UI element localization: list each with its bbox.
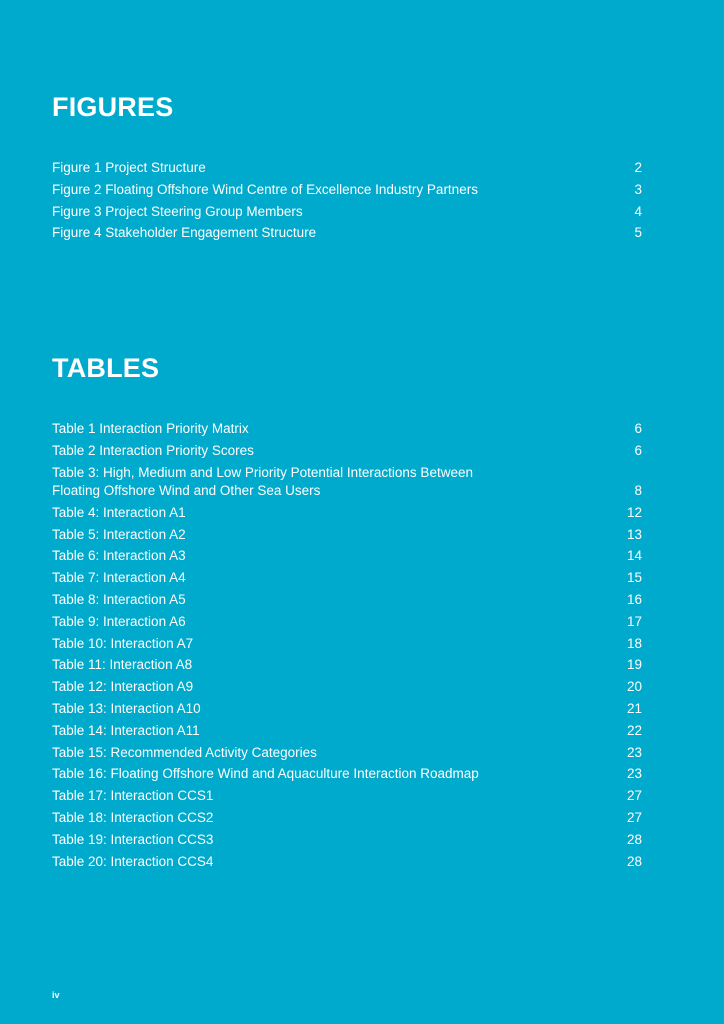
table-entry-title: Table 2 Interaction Priority Scores: [52, 442, 254, 458]
tables-list: [52, 420, 642, 874]
table-entry-page: 28: [626, 831, 642, 847]
table-entry[interactable]: [52, 787, 642, 806]
figures-heading: FIGURES: [52, 92, 174, 122]
table-entry[interactable]: [52, 504, 642, 523]
table-entry[interactable]: [52, 809, 642, 828]
figure-entry[interactable]: [52, 181, 642, 200]
figures-list: [52, 159, 642, 246]
page-number: iv: [52, 990, 60, 1000]
table-entry-page: 19: [626, 657, 642, 673]
table-entry-title: Table 10: Interaction A7: [52, 635, 194, 651]
table-entry-title: Table 14: Interaction A11: [52, 722, 200, 738]
table-entry-page: 27: [626, 788, 642, 804]
figure-entry[interactable]: [52, 224, 642, 243]
table-entry-page: 6: [634, 421, 642, 436]
table-entry-page: 18: [626, 635, 642, 651]
table-entry[interactable]: [52, 678, 642, 697]
table-entry-title: Table 12: Interaction A9: [52, 679, 194, 695]
table-entry-page: 20: [626, 679, 642, 695]
table-entry-page: 28: [626, 853, 642, 869]
table-entry[interactable]: [52, 591, 642, 610]
table-entry-page: 23: [626, 744, 642, 760]
table-entry-title: Table 9: Interaction A6: [52, 613, 186, 629]
figure-entry-title: Figure 3 Project Steering Group Members: [52, 203, 303, 219]
table-entry[interactable]: [52, 656, 642, 675]
table-entry-page: 21: [626, 701, 642, 717]
table-entry[interactable]: [52, 547, 642, 566]
figure-entry[interactable]: [52, 159, 642, 178]
table-entry-page: 22: [626, 722, 642, 738]
table-entry-page: 14: [626, 548, 642, 564]
figure-entry[interactable]: [52, 203, 642, 222]
table-entry[interactable]: [52, 526, 642, 545]
table-entry-page: 12: [626, 504, 642, 520]
table-entry-page: 23: [626, 766, 642, 782]
table-entry-title: Table 20: Interaction CCS4: [52, 853, 214, 869]
table-entry[interactable]: [52, 613, 642, 632]
table-entry-page: 13: [626, 526, 642, 542]
figure-entry-title: Figure 4 Stakeholder Engagement Structure: [52, 225, 317, 241]
table-entry-title: Table 6: Interaction A3: [52, 548, 186, 564]
table-entry-page: 27: [626, 810, 642, 826]
table-entry-page: 15: [626, 570, 642, 586]
table-entry-title: Table 13: Interaction A10: [52, 701, 201, 717]
table-entry[interactable]: [52, 722, 642, 741]
table-entry-page: 16: [626, 592, 642, 608]
table-entry-title: Table 19: Interaction CCS3: [52, 831, 214, 847]
figure-entry-title: Figure 1 Project Structure: [52, 160, 206, 175]
table-entry-title: Table 15: Recommended Activity Categories: [52, 744, 317, 760]
table-entry-title: Table 16: Floating Offshore Wind and Aquaculture Interaction Roadmap: [52, 766, 479, 782]
table-entry[interactable]: [52, 765, 642, 784]
figure-entry-page: 5: [634, 225, 642, 241]
table-entry-title: Table 7: Interaction A4: [52, 570, 186, 586]
table-entry-page: 17: [626, 613, 642, 629]
table-entry[interactable]: [52, 420, 642, 439]
table-entry[interactable]: [52, 442, 642, 461]
figure-entry-page: 2: [634, 160, 642, 175]
figure-entry-page: 4: [634, 203, 642, 219]
table-entry-title: Table 17: Interaction CCS1: [52, 788, 214, 804]
table-entry-title: Table 4: Interaction A1: [52, 504, 186, 520]
table-entry[interactable]: [52, 700, 642, 719]
table-entry-title: Table 1 Interaction Priority Matrix: [52, 421, 249, 436]
table-entry-page: 8: [634, 483, 642, 499]
table-entry[interactable]: [52, 635, 642, 654]
table-entry[interactable]: [52, 744, 642, 763]
table-entry-page: 6: [634, 442, 642, 458]
table-entry[interactable]: [52, 569, 642, 588]
table-entry-title: Table 18: Interaction CCS2: [52, 810, 214, 826]
table-entry[interactable]: [52, 464, 642, 501]
table-entry[interactable]: [52, 853, 642, 872]
table-entry-title: Table 3: High, Medium and Low Priority Potential Interactions Between Floating Offshore Wind and Other Sea Users: [52, 464, 473, 499]
table-entry-title: Table 8: Interaction A5: [52, 592, 186, 608]
table-entry-title: Table 11: Interaction A8: [52, 657, 193, 673]
tables-heading: TABLES: [52, 353, 160, 383]
figure-entry-page: 3: [634, 181, 642, 197]
table-entry-title: Table 5: Interaction A2: [52, 526, 186, 542]
table-entry[interactable]: [52, 831, 642, 850]
figure-entry-title: Figure 2 Floating Offshore Wind Centre of Excellence Industry Partners: [52, 181, 478, 197]
